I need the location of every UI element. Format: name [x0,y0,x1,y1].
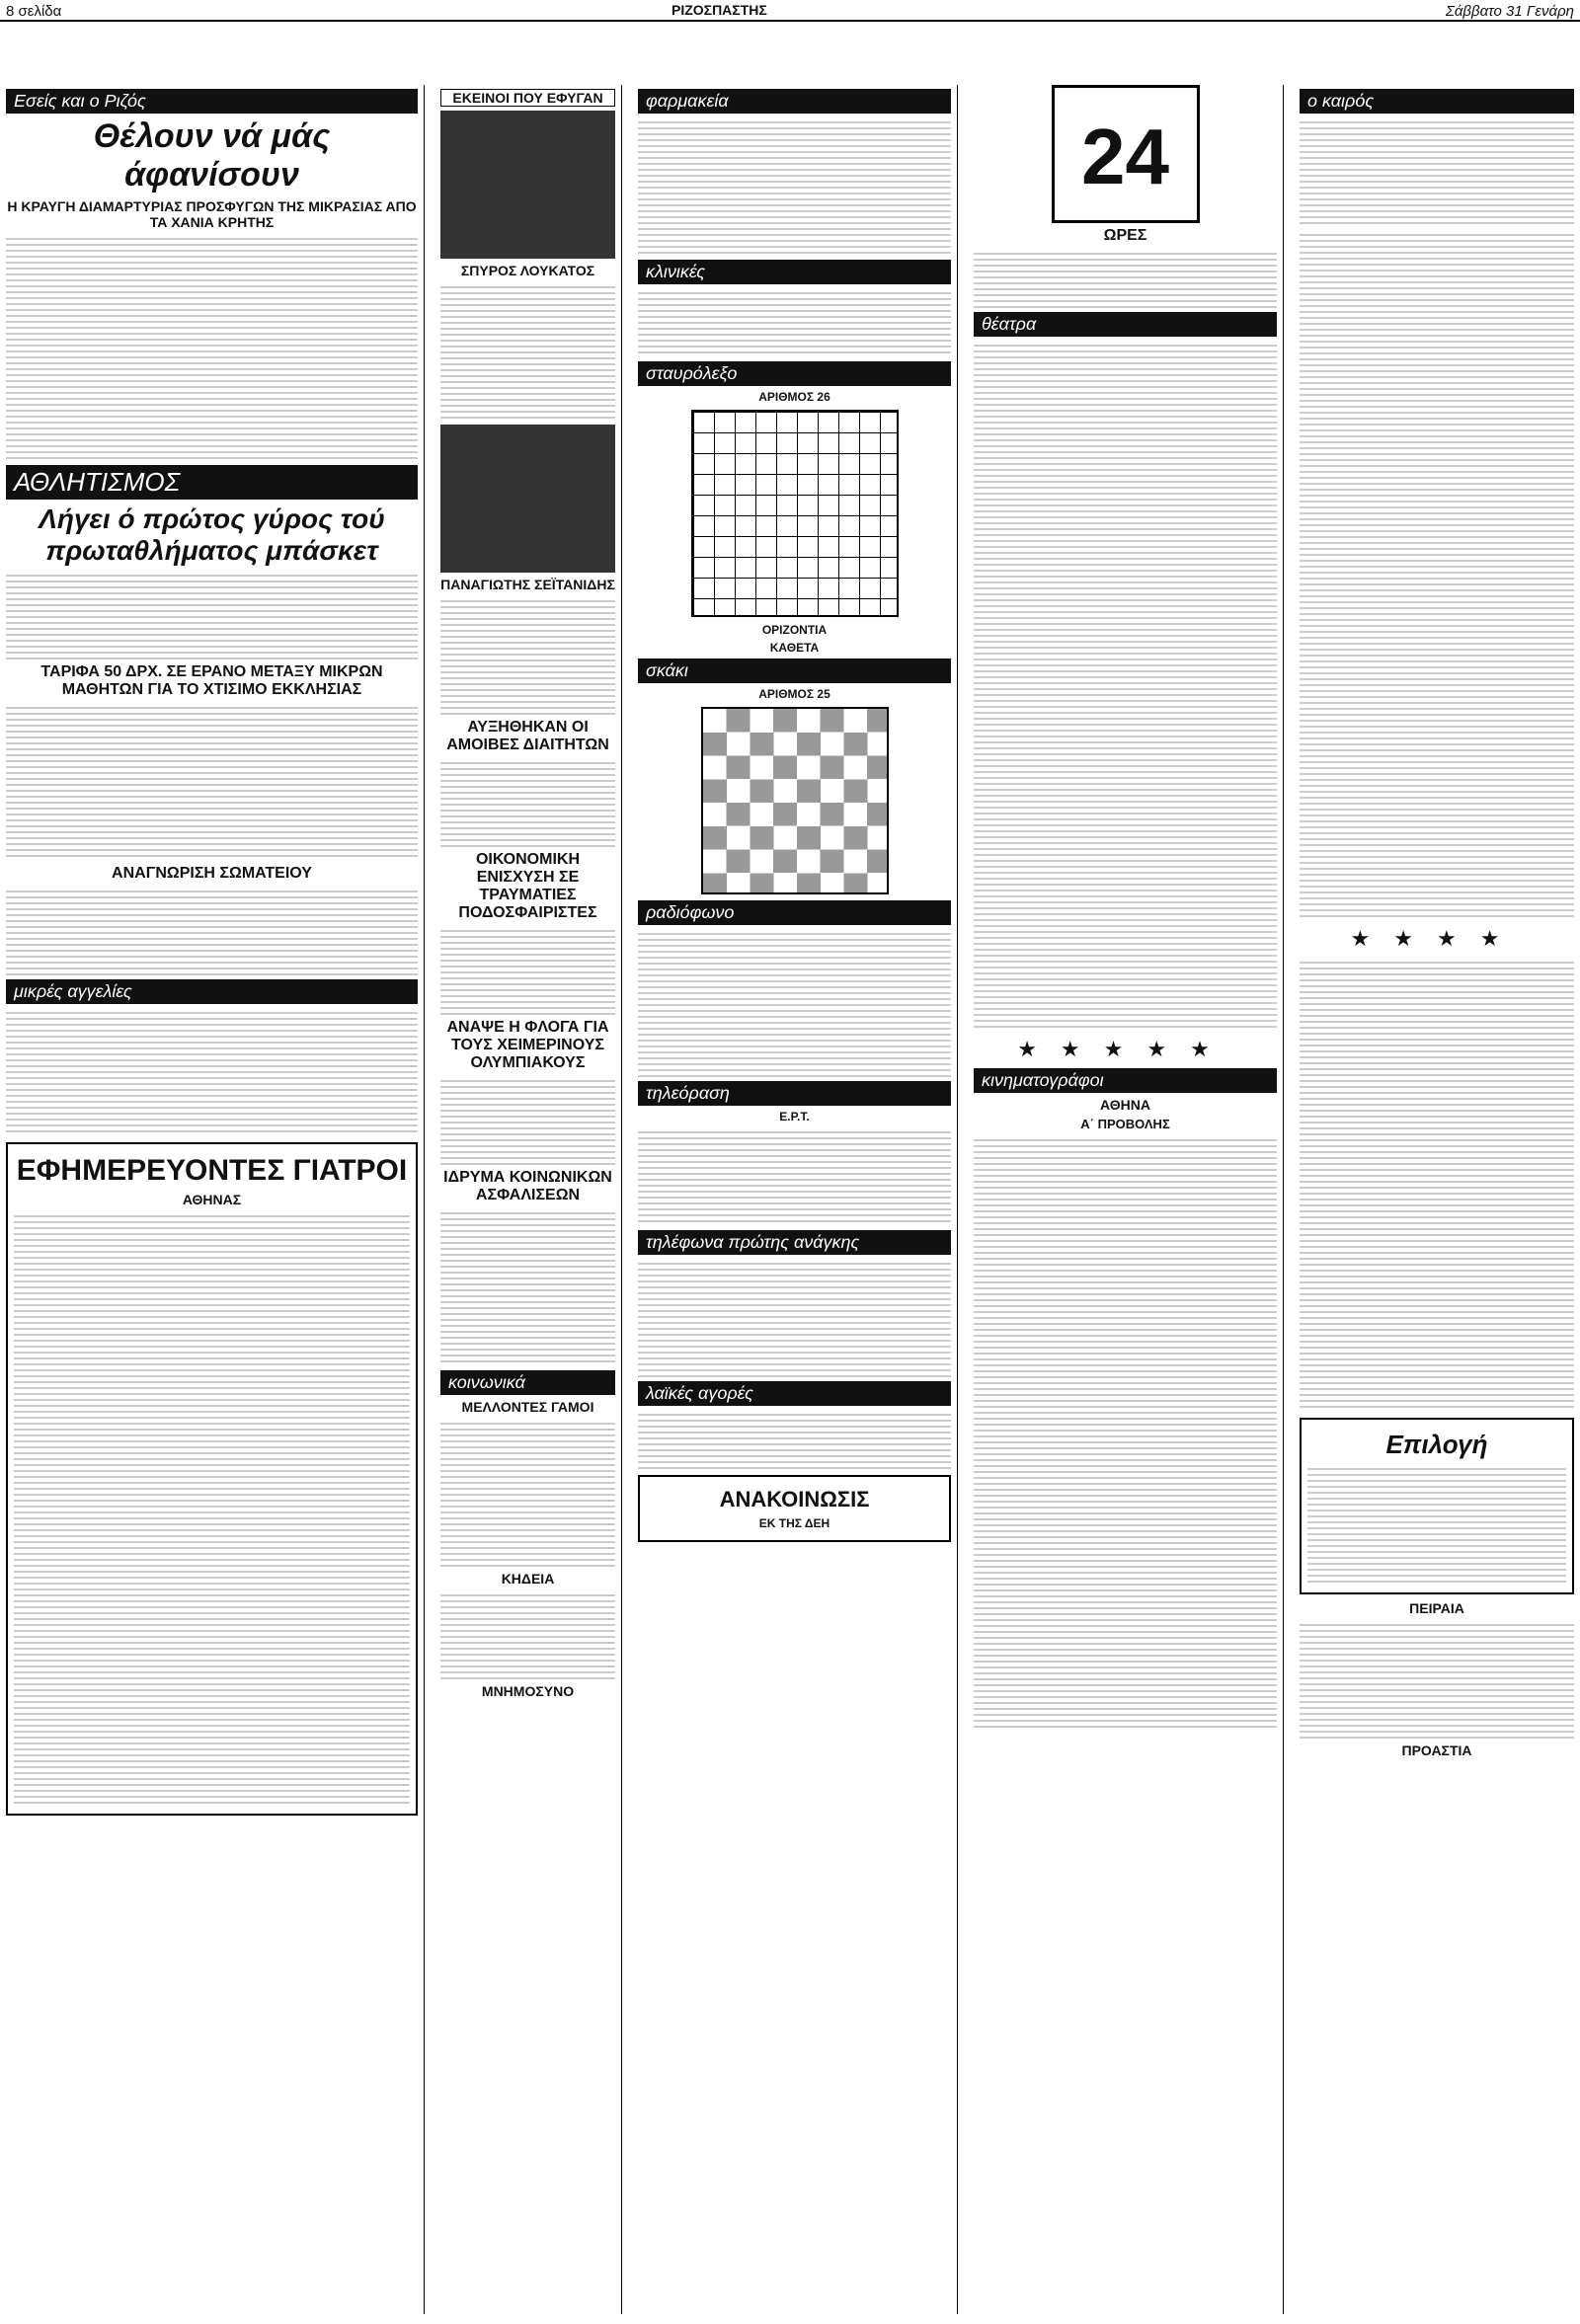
markets-list-placeholder [638,1410,951,1469]
social-banner: κοινωνικά [440,1370,615,1395]
star-divider: ★★★★ [1350,927,1524,952]
weather-text-placeholder [1300,117,1574,226]
theaters-banner: θέατρα [974,312,1277,337]
crossword-grid [691,410,899,617]
page-number: 8 σελίδα [6,3,62,20]
person-name: ΣΠΥΡΟΣ ΛΟΥΚΑΤΟΣ [460,263,595,278]
doctors-headline: ΕΦΗΜΕΡΕΥΟΝΤΕΣ ΓΙΑΤΡΟΙ [16,1154,408,1187]
announcement-signature: ΕΚ ΤΗΣ ΔΕΗ [758,1516,830,1530]
announcement-headline: ΑΝΑΚΟΙΝΩΣΙΣ [719,1487,870,1511]
chess-number: ΑΡΙΘΜΟΣ 25 [758,687,830,701]
pharmacy-banner: φαρμακεία [638,89,951,114]
twenty-four-hours-caption: ΩΡΕΣ [1103,227,1147,244]
star-divider: ★★★★★ [1017,1038,1233,1062]
article-text-placeholder [440,926,615,1015]
radio-schedule-placeholder [638,929,951,1077]
sport-banner: ΑΘΛΗΤΙΣΜΟΣ [6,465,418,500]
column-services [632,85,958,2314]
column-people [434,85,622,2314]
cinemas-list-placeholder [974,1135,1277,1728]
weddings-heading: ΜΕΛΛΟΝΤΕΣ ΓΑΜΟΙ [461,1399,594,1415]
across-heading: ΟΡΙΖΟΝΤΙΑ [761,623,828,637]
markets-banner: λαϊκές αγορές [638,1381,951,1406]
cinemas-banner: κινηματογράφοι [974,1068,1277,1093]
article-text-placeholder [440,1590,615,1679]
theaters-list-placeholder [1300,230,1574,921]
tv-station: Ε.Ρ.Τ. [779,1110,810,1123]
article-text-placeholder [440,1419,615,1567]
article-text-placeholder [440,1076,615,1165]
person-name: ΠΑΝΑΓΙΩΤΗΣ ΣΕΪΤΑΝΙΔΗΣ [440,577,615,592]
cinemas-list-placeholder [1300,958,1574,1412]
obituary-label: ΕΚΕΙΝΟΙ ΠΟΥ ΕΦΥΓΑΝ [440,89,615,107]
cinemas-subheading: Α΄ ΠΡΟΒΟΛΗΣ [1080,1117,1170,1131]
funerals-heading: ΚΗΔΕΙΑ [501,1571,555,1587]
weather-banner: ο καιρός [1300,89,1574,114]
clinics-banner: κλινικές [638,260,951,284]
article-text-placeholder [6,234,418,461]
fare-headline: ΤΑΡΙΦΑ 50 ΔΡΧ. ΣΕ ΕΡΑΝΟ ΜΕΤΑΞΥ ΜΙΚΡΩΝ ΜΑΘΗΤΩΝ ΓΙΑ ΤΟ ΧΤΙΣΙΜΟ ΕΚΚΛΗΣΙΑΣ [40,663,383,698]
memorial-heading: ΜΝΗΜΟΣΥΝΟ [481,1683,575,1699]
article-text-placeholder [6,887,418,975]
kicker: Εσείς και ο Ριζός [6,89,418,114]
tv-schedule-placeholder [638,1127,951,1226]
issue-date: Σάββατο 31 Γενάρη [1445,3,1574,20]
tv-banner: τηλεόραση [638,1081,951,1106]
clinics-list-placeholder [638,288,951,357]
column-weather-cinema [1294,85,1580,2314]
lead-subtitle: Η ΚΡΑΥΓΗ ΔΙΑΜΑΡΤΥΡΙΑΣ ΠΡΟΣΦΥΓΩΝ ΤΗΣ ΜΙΚΡΑΣΙΑΣ ΑΠΟ ΤΑ ΧΑΝΙΑ ΚΡΗΤΗΣ [7,198,417,230]
article-text-placeholder [440,282,615,421]
cinemas-subheading: ΑΘΗΝΑ [1100,1097,1150,1113]
crossword-number: ΑΡΙΘΜΟΣ 26 [758,390,830,404]
pharmacy-list-placeholder [638,117,951,256]
sport-headline: Λήγει ό πρώτος γύρος τού πρωταθλήματος μπάσκετ [39,504,385,566]
article-text-placeholder [6,571,418,659]
choice-list-placeholder [1307,1464,1566,1583]
lead-headline: Θέλουν νά μάς άφανίσουν [93,117,331,194]
story-headline: ΑΥΞΗΘΗΚΑΝ ΟΙ ΑΜΟΙΒΕΣ ΔΙΑΙΤΗΤΩΝ [446,719,609,753]
portrait-photo [440,425,615,573]
page-header [0,0,1580,22]
phones-list-placeholder [638,1259,951,1377]
down-heading: ΚΑΘΕΤΑ [769,641,820,655]
chess-board [701,707,889,894]
theaters-list-placeholder [974,341,1277,1032]
chess-banner: σκάκι [638,658,951,683]
article-text-placeholder [440,596,615,715]
radio-banner: ραδιόφωνο [638,900,951,925]
article-text-placeholder [6,703,418,861]
story-headline: ΙΔΡΥΜΑ ΚΟΙΝΩΝΙΚΩΝ ΑΣΦΑΛΙΣΕΩΝ [443,1169,612,1203]
portrait-photo [440,111,615,259]
phones-banner: τηλέφωνα πρώτης ανάγκης [638,1230,951,1255]
classifieds-placeholder [6,1008,418,1136]
club-headline: ΑΝΑΓΝΩΡΙΣΗ ΣΩΜΑΤΕΙΟΥ [112,865,312,882]
piraeus-heading: ΠΕΙΡΑΙΑ [1409,1600,1464,1616]
article-text-placeholder [440,1208,615,1366]
twenty-four-hours-box: 24 [1052,85,1200,223]
doctors-list-placeholder [14,1211,410,1804]
cinemas-list-placeholder [1300,1620,1574,1739]
story-headline: ΑΝΑΨΕ Η ΦΛΟΓΑ ΓΙΑ ΤΟΥΣ ΧΕΙΜΕΡΙΝΟΥΣ ΟΛΥΜΠΙΑΚΟΥΣ [446,1019,609,1071]
article-text-placeholder [440,758,615,847]
crossword-banner: σταυρόλεξο [638,361,951,386]
suburbs-heading: ΠΡΟΑΣΤΙΑ [1401,1743,1472,1758]
doctors-subtitle: ΑΘΗΝΑΣ [182,1192,242,1207]
story-headline: ΟΙΚΟΝΟΜΙΚΗ ΕΝΙΣΧΥΣΗ ΣΕ ΤΡΑΥΜΑΤΙΕΣ ΠΟΔΟΣΦΑΙΡΙΣΤΕΣ [458,851,597,921]
article-text-placeholder [974,249,1277,308]
classifieds-banner: μικρές αγγελίες [6,979,418,1004]
column-listings [968,85,1284,2314]
masthead: ΡΙΖΟΣΠΑΣΤΗΣ [672,2,767,18]
column-news [0,85,425,2314]
choice-headline: Επιλογή [1385,1430,1488,1459]
